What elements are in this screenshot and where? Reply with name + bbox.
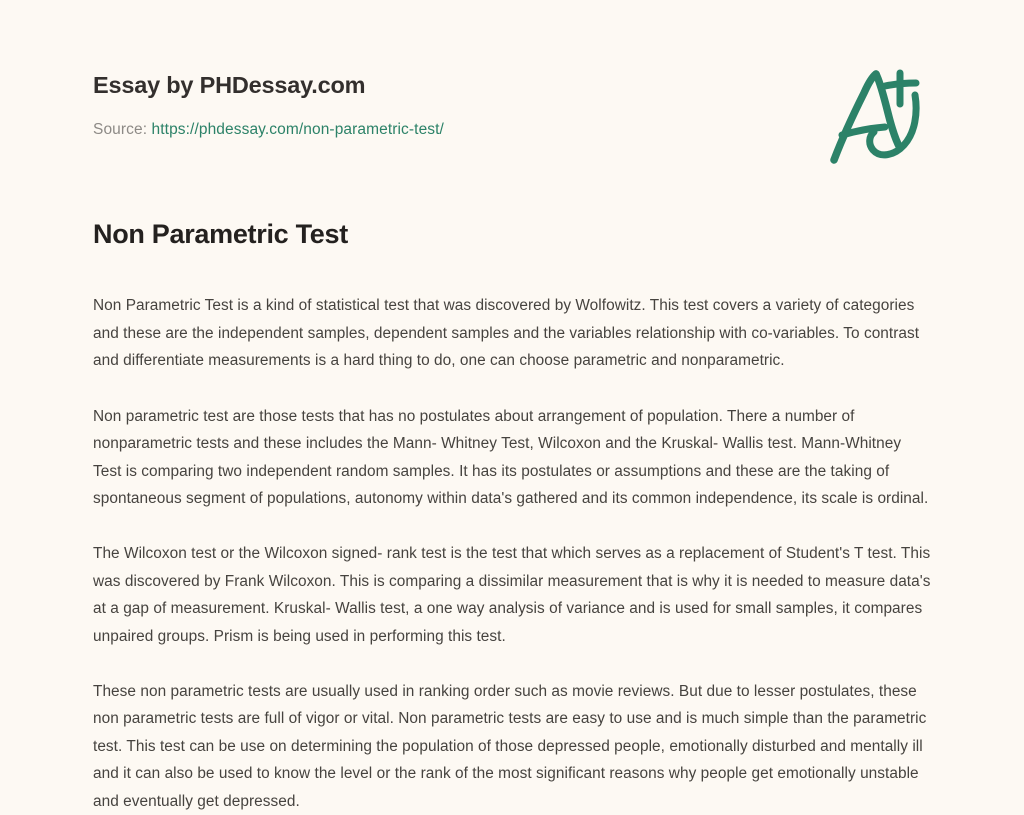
source-line: [93, 121, 444, 139]
article-paragraph: The Wilcoxon test or the Wilcoxon signed- rank test is the test that which serves as a replacement of Student's T test. This was discovered by Frank Wilcoxon. This is comparing a dissimilar measurement that is why it is needed to measure data's at a gap of measurement. Kruskal- Wallis test, a one way analysis of variance and is used for small samples, it compares unpaired groups. Prism is being used in performing this test.: [93, 545, 931, 645]
article: [93, 218, 933, 815]
a-plus-logo: [812, 55, 932, 170]
article-body: [93, 292, 933, 815]
source-label: Source:: [93, 121, 148, 138]
article-paragraph: Non Parametric Test is a kind of statistical test that was discovered by Wolfowitz. This test covers a variety of categories and these are the independent samples, dependent samples and the variables relationship with co-variables. To contrast and differentiate measurements is a hard thing to do, one can choose parametric and nonparametric.: [93, 297, 920, 370]
page-title: Non Parametric Test: [93, 219, 348, 249]
source-url-link[interactable]: https://phdessay.com/non-parametric-test/: [151, 121, 444, 138]
article-paragraph: Non parametric test are those tests that has no postulates about arrangement of population. There a number of nonparametric tests and these includes the Mann- Whitney Test, Wilcoxon and the Kruskal- Wallis test. Mann-Whitney Test is comparing two independent random samples. It has its postulates or assumptions and these are the taking of spontaneous segment of populations, autonomy within data's gathered and its common independence, its scale is ordinal.: [93, 407, 929, 507]
page-header: [0, 0, 1024, 200]
article-paragraph: These non parametric tests are usually used in ranking order such as movie reviews. But due to lesser postulates, these non parametric tests are full of vigor or vital. Non parametric tests are easy to use and is much simple than the parametric test. This test can be use on determining the population of those depressed people, emotionally disturbed and mentally ill and it can also be used to know the level or the rank of the most significant reasons why people get emotionally unstable and eventually get depressed.: [93, 683, 927, 810]
brand-attribution: Essay by PHDessay.com: [93, 72, 366, 98]
